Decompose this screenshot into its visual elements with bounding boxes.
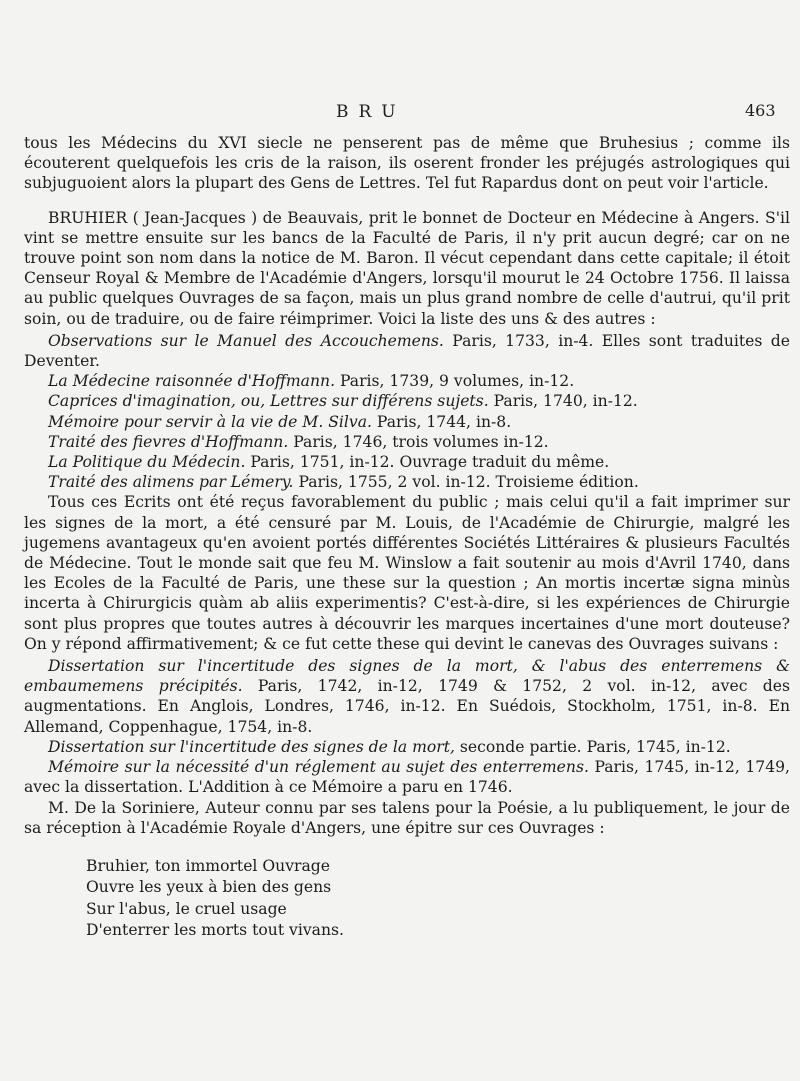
work-details: Paris, 1746, trois volumes in-12. xyxy=(288,432,549,451)
page-number: 463 xyxy=(745,101,776,120)
work-title: La Médecine raisonnée d'Hoffmann. xyxy=(48,372,336,391)
work-title: Dissertation sur l'incertitude des signes de la mort, & l'abus des enterremens & embaumemens précipités. xyxy=(24,657,790,696)
work-item xyxy=(24,452,790,472)
work-details: Paris, 1742, in-12, 1749 & 1752, 2 vol. in-12, avec des augmentations. En Anglois, Londres, 1746, in-12. En Suédois, Stockholm, 1751, in-8. En Allemand, Coppenhague, 1754, in-8. xyxy=(24,677,790,736)
work-title: Mémoire sur la nécessité d'un réglement au sujet des enterremens. xyxy=(48,758,589,777)
work-details: Paris, 1755, 2 vol. in-12. Troisieme édition. xyxy=(293,473,639,492)
works-list-1 xyxy=(24,331,790,493)
poem-line: Bruhier, ton immortel Ouvrage xyxy=(86,856,330,875)
work-title: La Politique du Médecin. xyxy=(48,453,246,472)
work-item xyxy=(24,472,790,492)
work-item xyxy=(24,412,790,432)
work-details: Paris, 1751, in-12. Ouvrage traduit du même. xyxy=(245,453,610,472)
page-header xyxy=(0,0,800,40)
work-details: Paris, 1740, in-12. xyxy=(488,392,638,411)
poem-line: Sur l'abus, le cruel usage xyxy=(86,899,287,918)
poem-line: Ouvre les yeux à bien des gens xyxy=(86,878,332,897)
page-body xyxy=(24,133,790,942)
work-item xyxy=(24,737,790,757)
work-item xyxy=(24,391,790,411)
paragraph-continuation: tous les Médecins du XVI siecle ne penserent pas de même que Bruhesius ; comme ils écouterent quelquefois les cris de la raison, ils oserent fronder les préjugés astrologiques qui subjuguoient alors la plupart des Gens de Lettres. Tel fut Rapardus dont on peut voir l'article. xyxy=(24,134,790,193)
work-details: Paris, 1739, 9 volumes, in-12. xyxy=(335,372,575,391)
work-title: Caprices d'imagination, ou, Lettres sur différens sujets. xyxy=(48,392,489,411)
works-list-2 xyxy=(24,656,790,797)
running-head: BRU xyxy=(336,102,406,122)
work-details: Paris, 1744, in-8. xyxy=(371,412,512,431)
work-title: Dissertation sur l'incertitude des signes de la mort, xyxy=(48,737,455,756)
work-item xyxy=(24,371,790,391)
paragraph-bruhier-entry: BRUHIER ( Jean-Jacques ) de Beauvais, prit le bonnet de Docteur en Médecine à Angers. S'il vint se mettre ensuite sur les bancs de la Faculté de Paris, il n'y prit aucun degré; car on ne trouve point son nom dans la notice de M. Baron. Il vécut cependant dans cette capitale; il étoit Censeur Royal & Membre de l'Académie d'Angers, lorsqu'il mourut le 24 Octobre 1756. Il laissa au public quelques Ouvrages de sa façon, mais un plus grand nombre de celle d'autrui, qu'il prit soin, ou de traduire, ou de faire réimprimer. Voici la liste des uns & des autres : xyxy=(24,208,790,328)
paragraph-censure: Tous ces Ecrits ont été reçus favorablement du public ; mais celui qu'il a fait imprimer sur les signes de la mort, a été censuré par M. Louis, de l'Académie de Chirurgie, malgré les jugemens avantageux qu'en avoient portés différentes Sociétés Littéraires & plusieurs Facultés de Médecine. Tout le monde sait que feu M. Winslow a fait soutenir au mois d'Avril 1740, dans les Ecoles de la Faculté de Paris, une these sur la question ; An mortis incertæ signa minùs incerta à Chirurgicis quàm ab aliis experimentis? C'est-à-dire, si les expériences de Chirurgie sont plus propres que toutes autres à découvrir les marques incertaines d'une mort douteuse? On y répond affirmativement; & ce fut cette these qui devint le canevas des Ouvrages suivans : xyxy=(24,493,790,653)
work-item xyxy=(24,432,790,452)
poem-verse xyxy=(86,856,790,942)
work-details: seconde partie. Paris, 1745, in-12. xyxy=(454,737,731,756)
work-title: Observations sur le Manuel des Accouchemens. xyxy=(48,331,444,350)
poem-line: D'enterrer les morts tout vivans. xyxy=(86,921,344,940)
work-details: Paris, 1745, in-12, 1749, avec la dissertation. L'Addition à ce Mémoire a paru en 1746. xyxy=(24,758,790,797)
work-title: Traité des fievres d'Hoffmann. xyxy=(48,432,289,451)
work-title: Mémoire pour servir à la vie de M. Silva. xyxy=(48,412,372,431)
paragraph-soriniere: M. De la Soriniere, Auteur connu par ses talens pour la Poésie, a lu publiquement, le jour de sa réception à l'Académie Royale d'Angers, une épitre sur ces Ouvrages : xyxy=(24,798,790,837)
work-title: Traité des alimens par Lémery. xyxy=(48,473,294,492)
work-details: Paris, 1733, in-4. Elles sont traduites de Deventer. xyxy=(24,331,790,371)
work-item xyxy=(24,656,790,737)
work-item xyxy=(24,331,790,371)
work-item xyxy=(24,757,790,797)
